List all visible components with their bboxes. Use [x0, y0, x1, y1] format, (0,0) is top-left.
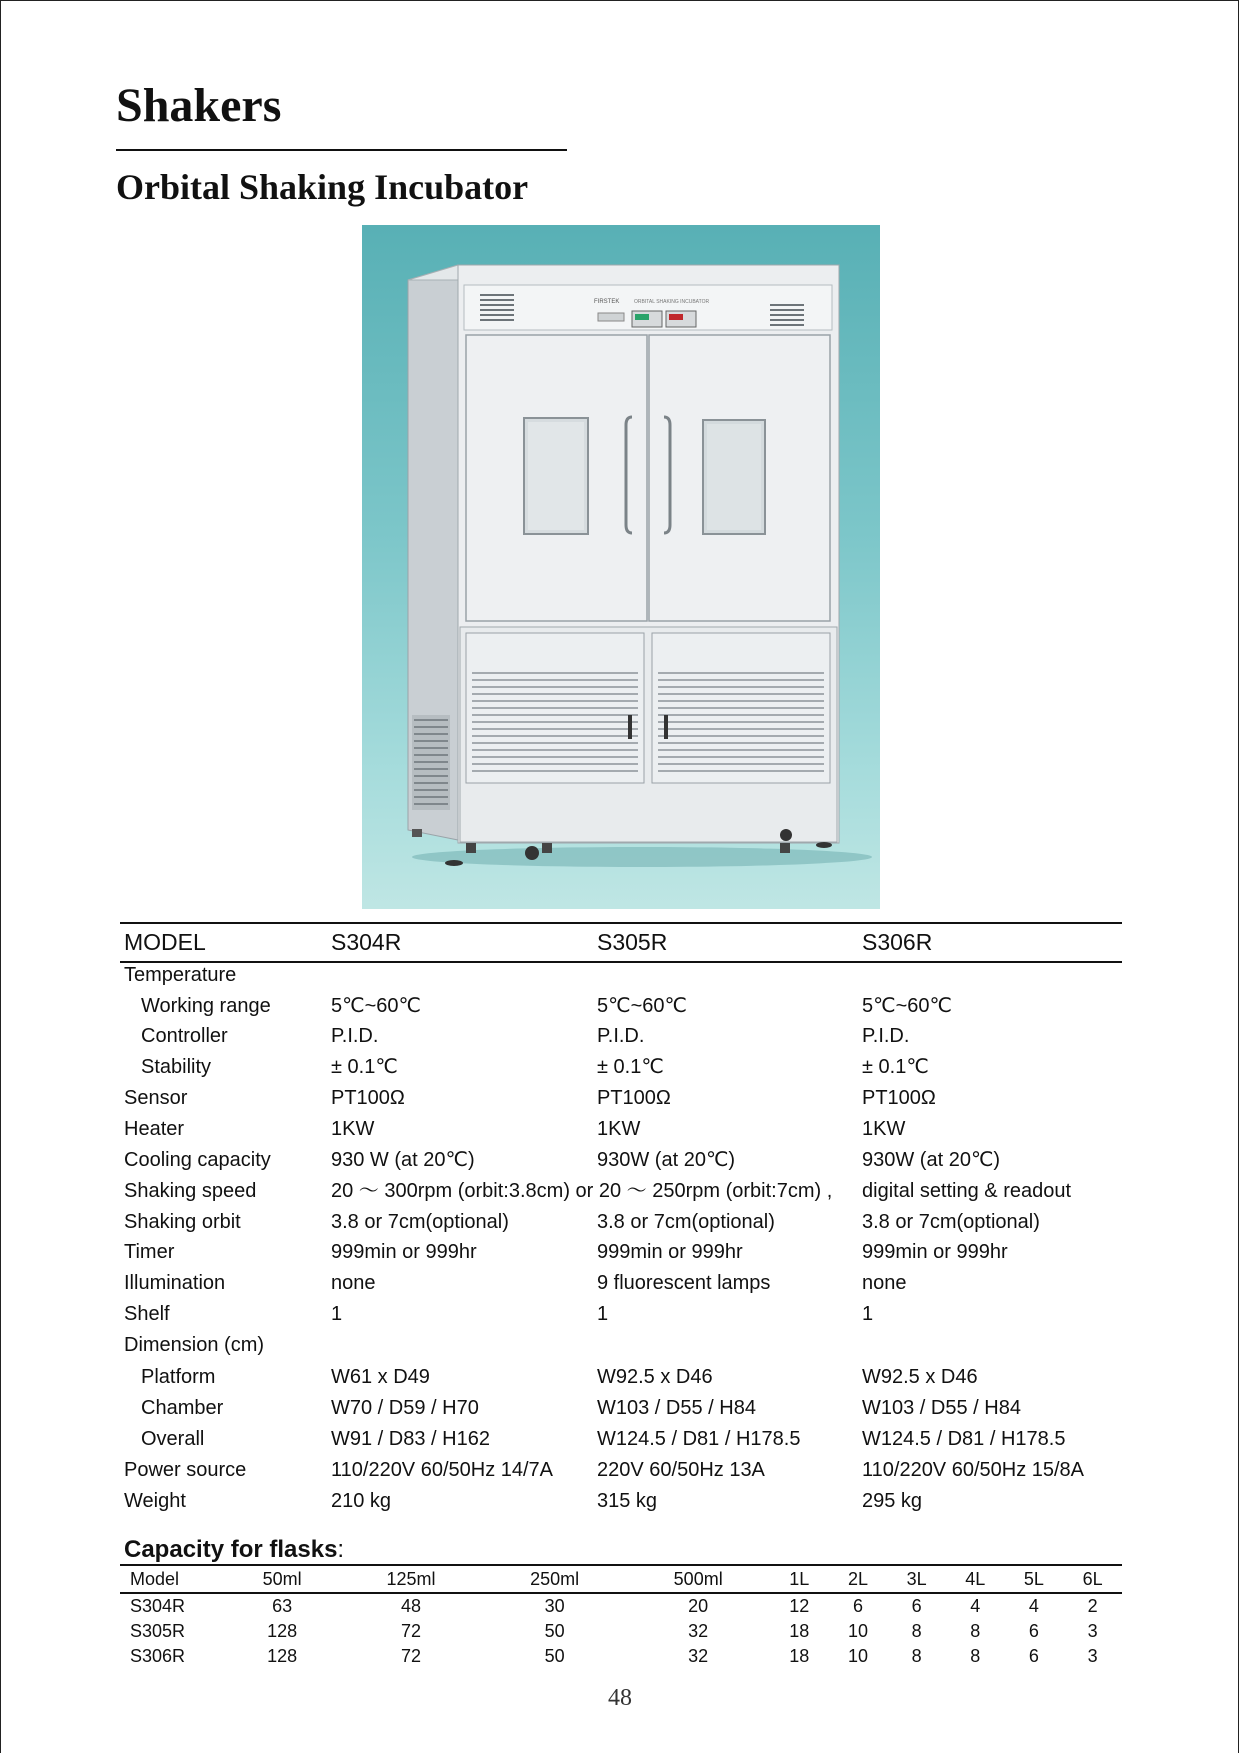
spec-row-label: Controller: [141, 1025, 228, 1047]
spec-cell: W91 / D83 / H162: [331, 1428, 490, 1450]
spec-row: [120, 1083, 1122, 1113]
spec-cell: 1: [331, 1303, 343, 1325]
spec-cell: 1KW: [597, 1118, 641, 1140]
spec-row-label: Chamber: [141, 1397, 224, 1419]
spec-row-label: Power source: [124, 1459, 247, 1481]
spec-cell: 5℃~60℃: [862, 995, 952, 1017]
spec-cell: 1KW: [862, 1118, 906, 1140]
spec-row: [120, 1176, 1122, 1206]
capacity-cell: 6: [1028, 1621, 1039, 1641]
spec-cell: PT100Ω: [862, 1087, 936, 1109]
spec-cell: 1KW: [331, 1118, 375, 1140]
capacity-cell: 10: [847, 1621, 868, 1641]
capacity-cell: 128: [267, 1646, 298, 1666]
spec-cell: 5℃~60℃: [597, 995, 687, 1017]
capacity-cell: 4: [970, 1596, 981, 1616]
spec-cell: 5℃~60℃: [331, 995, 421, 1017]
spec-cell: P.I.D.: [862, 1025, 910, 1047]
spec-row: [120, 960, 1122, 990]
spec-row: [120, 1393, 1122, 1423]
page-number: 48: [608, 1685, 632, 1711]
capacity-header-row: [120, 1565, 1122, 1593]
capacity-cell: 72: [401, 1646, 422, 1666]
capacity-cell: 6: [852, 1596, 863, 1616]
spec-cell: 930 W (at 20℃): [331, 1149, 475, 1171]
spec-row: [120, 1268, 1122, 1298]
spec-cell: 999min or 999hr: [597, 1241, 743, 1263]
spec-cell: PT100Ω: [597, 1087, 671, 1109]
capacity-cell: 8: [911, 1646, 922, 1666]
spec-row: [120, 1207, 1122, 1237]
spec-cell: 1: [597, 1303, 609, 1325]
spec-row-label: Temperature: [124, 964, 237, 986]
spec-cell: 110/220V 60/50Hz 14/7A: [331, 1459, 554, 1481]
brand-label: FIRSTEK: [594, 299, 620, 305]
capacity-cell: 3: [1087, 1621, 1098, 1641]
spec-top-rule: [120, 922, 1122, 924]
capacity-cell: 30: [544, 1596, 565, 1616]
spec-row-label: Illumination: [124, 1272, 226, 1294]
capacity-cell: 6: [1028, 1646, 1039, 1666]
spec-header-row: [120, 927, 1122, 957]
spec-row-label: Weight: [124, 1490, 186, 1512]
spec-row: [120, 1299, 1122, 1329]
capacity-title-text: Capacity for flasks: [124, 1536, 338, 1563]
spec-cell: ± 0.1℃: [331, 1056, 398, 1078]
spec-row-label: Shaking speed: [124, 1180, 257, 1202]
capacity-cell: 8: [970, 1621, 981, 1641]
product-title: Orbital Shaking Incubator: [116, 167, 529, 207]
capacity-cell: 72: [401, 1621, 422, 1641]
spec-row-label: Stability: [141, 1056, 212, 1078]
spec-cell: PT100Ω: [331, 1087, 405, 1109]
spec-row: [120, 1455, 1122, 1485]
capacity-header-cell: 4L: [946, 1565, 1005, 1593]
spec-row-label: Sensor: [124, 1087, 188, 1109]
spec-col-s306r: S306R: [862, 929, 933, 955]
spec-cell: none: [862, 1272, 907, 1294]
spec-row-label: Heater: [124, 1118, 185, 1140]
spec-cell: 295 kg: [862, 1490, 923, 1512]
spec-cell: P.I.D.: [597, 1025, 645, 1047]
capacity-cell: 32: [688, 1646, 709, 1666]
spec-cell: 220V 60/50Hz 13A: [597, 1459, 765, 1481]
capacity-cell: 128: [267, 1621, 298, 1641]
capacity-cell: 4: [1028, 1596, 1039, 1616]
capacity-cell: 18: [789, 1646, 810, 1666]
capacity-cell: S305R: [130, 1621, 186, 1641]
capacity-header-cell: 250ml: [483, 1565, 627, 1593]
spec-cell: 3.8 or 7cm(optional): [331, 1211, 509, 1233]
spec-cell: 999min or 999hr: [331, 1241, 477, 1263]
spec-cell: W103 / D55 / H84: [597, 1397, 756, 1419]
table-row: [120, 1593, 1122, 1619]
table-row: [120, 1644, 1122, 1669]
capacity-cell: 48: [401, 1596, 422, 1616]
spec-cell: ± 0.1℃: [597, 1056, 664, 1078]
capacity-header-cell: 5L: [1005, 1565, 1064, 1593]
panel-label: ORBITAL SHAKING INCUBATOR: [634, 299, 710, 305]
spec-row-label: Cooling capacity: [124, 1149, 271, 1171]
spec-row: [120, 1362, 1122, 1392]
capacity-cell: 20: [688, 1596, 709, 1616]
capacity-header-cell: 2L: [829, 1565, 888, 1593]
spec-cell: none: [331, 1272, 376, 1294]
capacity-header-cell: Model: [120, 1565, 225, 1593]
capacity-cell: 6: [911, 1596, 922, 1616]
title-underline: [116, 149, 567, 151]
spec-row: [120, 1424, 1122, 1454]
spec-row: [120, 1145, 1122, 1175]
product-photo: [362, 225, 880, 909]
spec-cell: 3.8 or 7cm(optional): [862, 1211, 1040, 1233]
spec-cell: W92.5 x D46: [597, 1366, 713, 1388]
capacity-cell: 8: [911, 1621, 922, 1641]
page-title: Shakers: [116, 79, 282, 132]
spec-cell: 3.8 or 7cm(optional): [597, 1211, 775, 1233]
spec-cell: W70 / D59 / H70: [331, 1397, 479, 1419]
spec-row-label: Dimension (cm): [124, 1334, 265, 1356]
capacity-title-colon: :: [337, 1536, 345, 1563]
spec-cell: W61 x D49: [331, 1366, 430, 1388]
spec-row-label: Platform: [141, 1366, 216, 1388]
capacity-cell: 32: [688, 1621, 709, 1641]
spec-row-label: Overall: [141, 1428, 205, 1450]
spec-col-s304r: S304R: [331, 929, 402, 955]
spec-cell: P.I.D.: [331, 1025, 379, 1047]
spec-row: [120, 1114, 1122, 1144]
spec-cell: digital setting & readout: [862, 1180, 1072, 1202]
capacity-header-cell: 50ml: [225, 1565, 339, 1593]
capacity-header-cell: 1L: [770, 1565, 829, 1593]
spec-cell: 930W (at 20℃): [597, 1149, 736, 1171]
spec-row-label: Working range: [141, 995, 271, 1017]
capacity-title: [124, 1536, 344, 1564]
spec-col-model: MODEL: [124, 929, 206, 955]
capacity-cell: 8: [970, 1646, 981, 1666]
spec-cell: W124.5 / D81 / H178.5: [862, 1428, 1066, 1450]
capacity-cell: 2: [1087, 1596, 1098, 1616]
spec-col-s305r: S305R: [597, 929, 668, 955]
capacity-cell: 3: [1087, 1646, 1098, 1666]
spec-cell: ± 0.1℃: [862, 1056, 929, 1078]
spec-row: [120, 1486, 1122, 1516]
capacity-header-cell: 500ml: [626, 1565, 770, 1593]
capacity-cell: 18: [789, 1621, 810, 1641]
capacity-cell: 12: [789, 1596, 810, 1616]
capacity-cell: 50: [544, 1646, 565, 1666]
spec-row: [120, 1052, 1122, 1082]
spec-cell: 9 fluorescent lamps: [597, 1272, 771, 1294]
spec-row: [120, 1021, 1122, 1051]
spec-row: [120, 991, 1122, 1021]
capacity-cell: 10: [847, 1646, 868, 1666]
capacity-cell: 63: [272, 1596, 293, 1616]
spec-cell: 930W (at 20℃): [862, 1149, 1001, 1171]
capacity-cell: 50: [544, 1621, 565, 1641]
spec-cell: W92.5 x D46: [862, 1366, 978, 1388]
capacity-cell: S304R: [130, 1596, 186, 1616]
capacity-header-cell: 3L: [887, 1565, 946, 1593]
capacity-table: [120, 1564, 1122, 1669]
spec-cell: 315 kg: [597, 1490, 658, 1512]
spec-cell: 20 ～ 300rpm (orbit:3.8cm) or 20 ～ 250rpm (orbit:7cm) ,: [331, 1180, 833, 1202]
capacity-header-cell: 6L: [1063, 1565, 1122, 1593]
spec-row: [120, 1330, 1122, 1360]
spec-row-label: Shaking orbit: [124, 1211, 241, 1233]
spec-cell: 210 kg: [331, 1490, 392, 1512]
table-row: [120, 1619, 1122, 1644]
spec-cell: 1: [862, 1303, 874, 1325]
spec-row: [120, 1237, 1122, 1267]
spec-cell: W103 / D55 / H84: [862, 1397, 1021, 1419]
spec-cell: 999min or 999hr: [862, 1241, 1008, 1263]
spec-row-label: Timer: [124, 1241, 175, 1263]
spec-cell: W124.5 / D81 / H178.5: [597, 1428, 801, 1450]
spec-cell: 110/220V 60/50Hz 15/8A: [862, 1459, 1085, 1481]
spec-row-label: Shelf: [124, 1303, 170, 1325]
capacity-cell: S306R: [130, 1646, 186, 1666]
capacity-header-cell: 125ml: [339, 1565, 483, 1593]
